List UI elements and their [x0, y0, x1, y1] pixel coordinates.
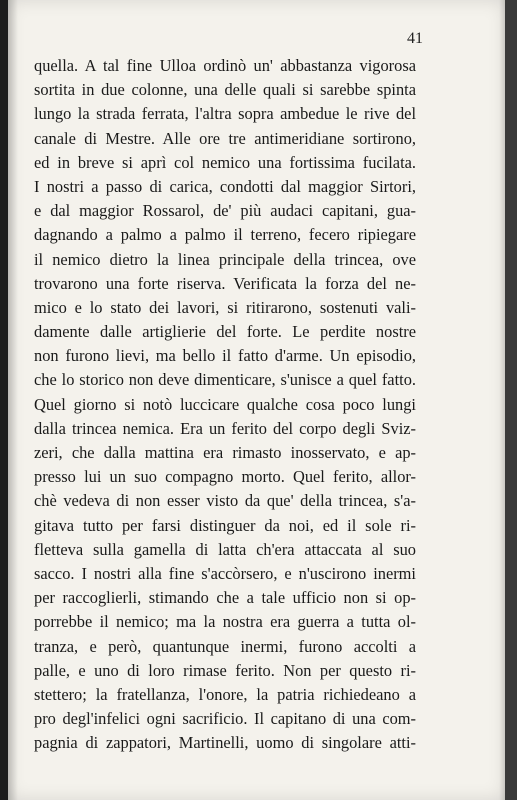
- text-line: canale di Mestre. Alle ore tre antimeridiane sortirono,: [34, 128, 416, 148]
- text-line: ed in breve si aprì col nemico una fortissima fucilata.: [34, 152, 416, 172]
- text-line: Quel giorno si notò luccicare qualche cosa poco lungi: [34, 394, 416, 414]
- text-line: che lo storico non deve dimenticare, s'unisce a quel fatto.: [34, 370, 416, 390]
- text-line: lungo la strada ferrata, l'altra sopra ambedue le rive del: [34, 104, 416, 124]
- text-line: trovarono una forte riserva. Verificata la forza del ne-: [34, 273, 416, 293]
- scan-right-edge: [505, 0, 517, 800]
- text-line: gitava tutto per farsi distinguer da noi, ed il sole ri-: [34, 515, 416, 535]
- text-line: mico e lo stato dei lavori, si ritirarono, sostenuti vali-: [34, 297, 416, 317]
- text-line: stettero; la fratellanza, l'onore, la patria richiedeano a: [34, 684, 416, 704]
- text-line: quella. A tal fine Ulloa ordinò un' abbastanza vigorosa: [34, 56, 416, 75]
- text-line: il nemico dietro la linea principale della trincea, ove: [34, 249, 416, 269]
- text-line: per raccoglierli, stimando che a tale ufficio non si op-: [34, 588, 416, 608]
- text-line: chè vedeva di non esser visto da que' della trincea, s'a-: [34, 491, 416, 511]
- text-line: zeri, che dalla mattina era rimasto inosservato, e ap-: [34, 443, 416, 462]
- body-text: [34, 54, 416, 755]
- text-line: dalla trincea nemica. Era un ferito del corpo degli Sviz-: [34, 418, 416, 438]
- text-line: sacco. I nostri alla fine s'accòrsero, e n'uscirono inermi: [34, 563, 416, 583]
- book-page: [8, 0, 505, 800]
- text-line: presso lui un suo compagno morto. Quel ferito, allor-: [34, 467, 416, 487]
- text-line: porrebbe il nemico; ma la nostra era guerra a tutta ol-: [34, 612, 416, 632]
- text-line: palle, e uno di loro rimase ferito. Non per questo ri-: [34, 660, 416, 680]
- text-line: pagnia di zappatori, Martinelli, uomo di singolare atti-: [34, 733, 416, 753]
- text-line: pro degl'infelici ogni sacrificio. Il capitano di una com-: [34, 709, 416, 729]
- text-line: fletteva sulla gamella di latta ch'era attaccata al suo: [34, 539, 416, 559]
- text-line: non furono lievi, ma bello il fatto d'arme. Un episodio,: [34, 346, 416, 366]
- text-line: tranza, e però, quantunque inermi, furono accolti a: [34, 636, 416, 656]
- text-line: I nostri a passo di carica, condotti dal maggior Sirtori,: [34, 176, 416, 196]
- scan-left-edge: [0, 0, 8, 800]
- text-line: dagnando a palmo a palmo il terreno, fecero ripiegare: [34, 225, 416, 245]
- text-line: damente dalle artiglierie del forte. Le perdite nostre: [34, 322, 416, 342]
- page-number: 41: [407, 30, 423, 47]
- text-line: sortita in due colonne, una delle quali si sarebbe spinta: [34, 80, 416, 100]
- text-line: e dal maggior Rossarol, de' più audaci capitani, gua-: [34, 201, 416, 221]
